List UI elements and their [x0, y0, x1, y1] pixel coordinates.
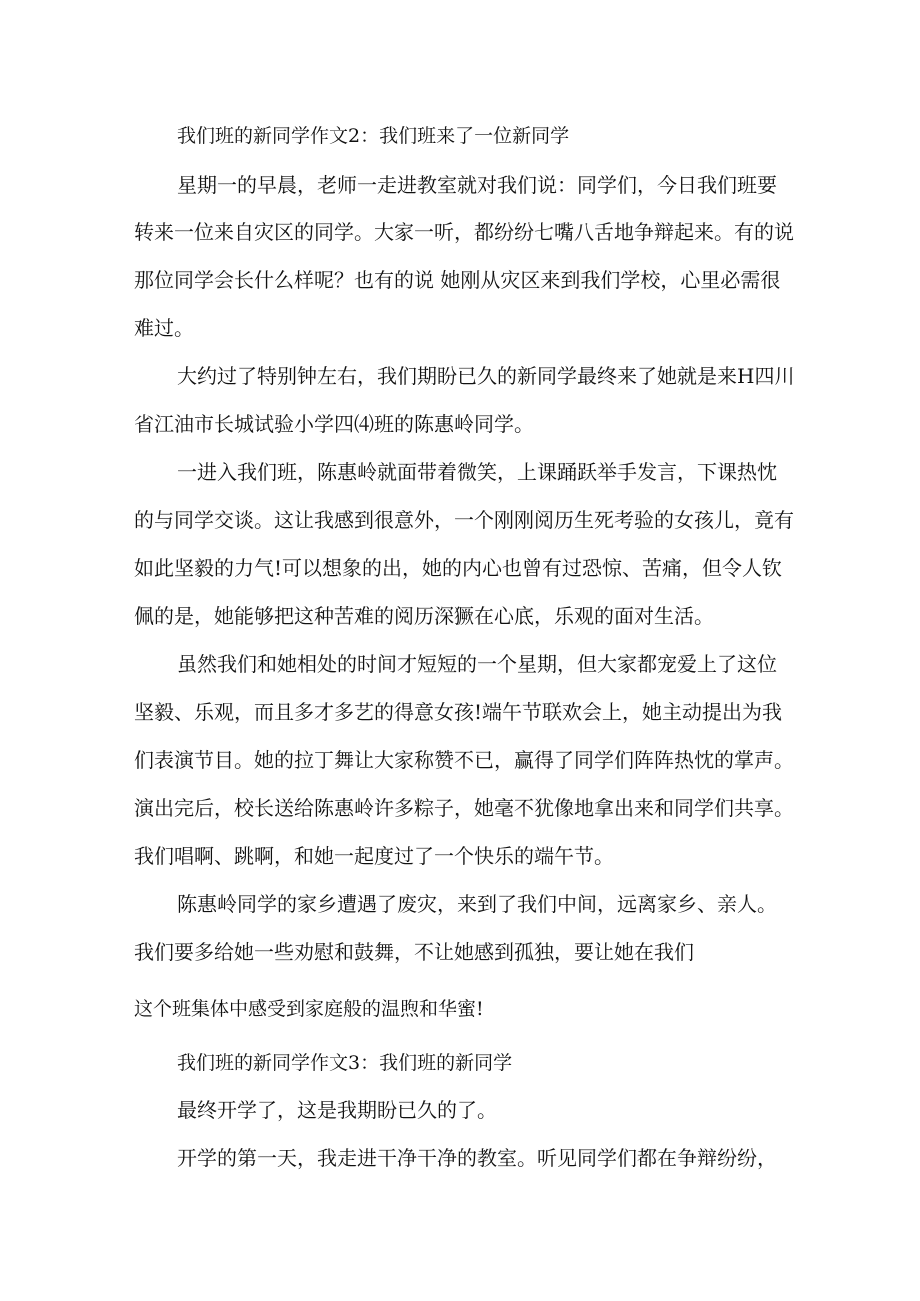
- essay-3-heading: 我们班的新同学作文3：我们班的新同学: [177, 1052, 513, 1074]
- paragraph-line: 这个班集体中感受到家庭般的温煦和华蜜!: [134, 998, 484, 1020]
- paragraph-line: 我们要多给她一些劝慰和鼓舞，不让她感到孤独，要让她在我们: [134, 940, 694, 964]
- paragraph-line: 星期一的早晨，老师一走进教室就对我们说：同学们，今日我们班要: [177, 173, 777, 197]
- paragraph-line: 我们唱啊、跳啊，和她一起度过了一个快乐的端午节。: [134, 844, 614, 868]
- paragraph-line: 一进入我们班，陈惠岭就面带着微笑，上课踊跃举手发言，下课热忱: [177, 460, 777, 484]
- paragraph-line: 的与同学交谈。这让我感到很意外，一个刚刚阅历生死考验的女孩儿，竟有: [134, 508, 794, 532]
- paragraph-line: 那位同学会长什么样呢？也有的说 她刚从灾区来到我们学校，心里必需很: [134, 268, 781, 292]
- paragraph-line: 演出完后，校长送给陈惠岭许多粽子，她毫不犹像地拿出来和同学们共享。: [134, 796, 794, 820]
- paragraph-line: 佩的是，她能够把这种苦难的阅历深獗在心底，乐观的面对生活。: [134, 604, 714, 628]
- paragraph-line: 最终开学了，这是我期盼已久的了。: [177, 1098, 497, 1122]
- paragraph-line: 省江油市长城试验小学四⑷班的陈惠岭同学。: [134, 412, 534, 436]
- paragraph-line: 们表演节目。她的拉丁舞让大家称赞不已，赢得了同学们阵阵热忱的掌声。: [134, 748, 794, 772]
- paragraph-line: 开学的第一天，我走进干净干净的教室。听见同学们都在争辩纷纷，: [177, 1146, 777, 1170]
- essay-2-heading: 我们班的新同学作文2：我们班来了一位新同学: [177, 125, 570, 147]
- paragraph-line: 转来一位来自灾区的同学。大家一听，都纷纷七嘴八舌地争辩起来。有的说: [134, 220, 794, 244]
- paragraph-line: 虽然我们和她相处的时间才短短的一个星期，但大家都宠爱上了这位: [177, 652, 777, 676]
- paragraph-line: 如此坚毅的力气!可以想象的出，她的内心也曾有过恐惊、苦痛，但令人钦: [134, 556, 783, 580]
- paragraph-line: 坚毅、乐观，而且多才多艺的得意女孩!端午节联欢会上，她主动提出为我: [134, 700, 783, 724]
- paragraph-line: 大约过了特别钟左右，我们期盼已久的新同学最终来了她就是来H四川: [177, 364, 795, 388]
- paragraph-line: 陈惠岭同学的家乡遭遇了废灾，来到了我们中间，远离家乡、亲人。: [177, 892, 777, 916]
- paragraph-line: 难过。: [134, 316, 194, 340]
